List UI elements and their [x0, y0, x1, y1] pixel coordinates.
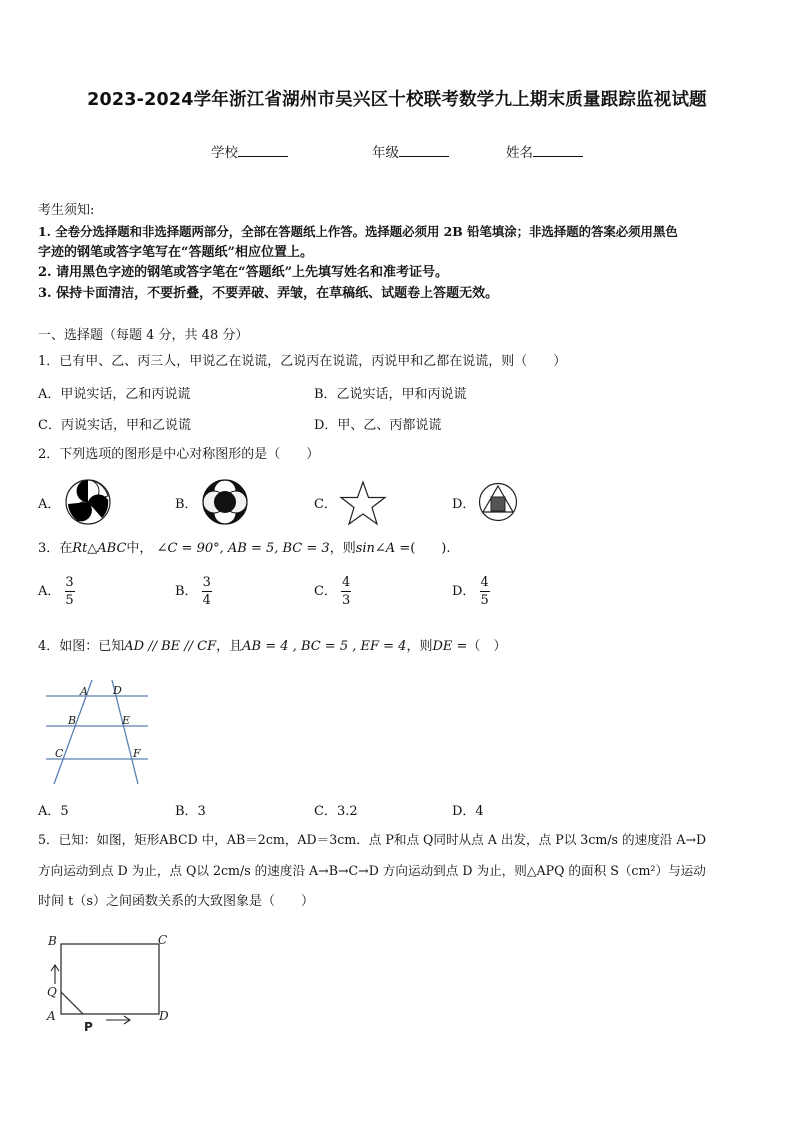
q1-option-c: C．丙说实话，甲和乙说谎 [38, 418, 191, 433]
notice-item-1-line1: 1. 全卷分选择题和非选择题两部分，全部在答题纸上作答。选择题必须用 2B 铅笔填涂；非选择题的答案必须用黑色 [38, 224, 678, 239]
q4-ask: DE = [432, 639, 468, 654]
q4-label-e: E [122, 714, 131, 727]
q2-option-b-label: B． [175, 497, 198, 512]
q1-option-b: B．乙说实话，甲和丙说谎 [314, 387, 467, 402]
q4-option-d: D．4 [452, 804, 484, 819]
grade-blank [399, 142, 449, 157]
q3-option-b-letter: B． [175, 584, 198, 599]
q5-label-c: C [158, 933, 168, 947]
grade-label: 年级 [372, 145, 399, 161]
q1-option-a: A．甲说实话，乙和丙说谎 [38, 387, 191, 402]
q3-c-denominator: 3 [341, 593, 351, 608]
school-blank [238, 142, 288, 157]
q3-option-d [452, 575, 490, 608]
q5-label-d: D [159, 1009, 169, 1023]
q3-option-c [314, 575, 351, 608]
q2-option-a-label: A． [38, 497, 61, 512]
q3-option-d-fraction [480, 575, 490, 608]
q3-option-a-fraction [65, 575, 75, 608]
school-label: 学校 [211, 145, 238, 161]
name-blank [533, 142, 583, 157]
q3-option-c-fraction [341, 575, 351, 608]
q4-label-d: D [113, 684, 122, 697]
q4-then: ，则 [406, 639, 433, 654]
q3-option-c-letter: C． [314, 584, 337, 599]
name-label: 姓名 [506, 145, 533, 161]
q3-end: ( ). [410, 541, 451, 556]
page-title: 2023-2024学年浙江省湖州市吴兴区十校联考数学九上期末质量跟踪监视试题 [87, 90, 707, 110]
q2-figure-a-swirl [64, 478, 112, 526]
q5-label-p: P [84, 1020, 93, 1034]
q3-a-numerator: 3 [65, 575, 74, 590]
q3-sin: sin∠A = [355, 541, 411, 556]
q3-option-b-fraction [202, 575, 212, 608]
q5-label-b: B [48, 934, 57, 948]
q3-number: 3．在 [38, 541, 73, 556]
school-field [211, 141, 288, 161]
q3-mid: 中， [126, 541, 153, 556]
q4-prefix: 4．如图：已知 [38, 639, 125, 654]
q3-option-a [38, 575, 75, 608]
q3-a-denominator: 5 [65, 593, 74, 608]
q5-stem-line2: 方向运动到点 D 为止，点 Q以 2cm/s 的速度沿 A→B→C→D 方向运动到点 D 为止，则△APQ 的面积 S（cm²）与运动 [38, 863, 706, 878]
notice-item-3: 3. 保持卡面清洁，不要折叠，不要弄破、弄皱，在草稿纸、试题卷上答题无效。 [38, 286, 499, 301]
q3-b-numerator: 3 [202, 575, 211, 590]
q2-figure-d-triangle-square [478, 482, 518, 522]
q3-c-numerator: 4 [341, 575, 351, 590]
q4-label-a: A [80, 685, 88, 698]
q5-segment-pq [61, 992, 83, 1014]
q3-d-numerator: 4 [480, 575, 489, 590]
q3-option-d-letter: D． [452, 584, 476, 599]
notice-item-1-line2: 字迹的钢笔或答字笔写在“答题纸”相应位置上。 [38, 245, 313, 260]
q4-condition: AB = 4 , BC = 5 , EF = 4 [242, 639, 407, 654]
q4-option-b: B．3 [175, 804, 206, 819]
q4-stem [38, 637, 760, 657]
q4-option-c: C．3.2 [314, 804, 358, 819]
notice-heading: 考生须知: [38, 203, 95, 218]
q1-option-d: D．甲、乙、丙都说谎 [314, 418, 442, 433]
notice-item-2: 2. 请用黑色字迹的钢笔或答字笔在“答题纸”上先填写姓名和准考证号。 [38, 265, 449, 280]
q4-label-b: B [68, 714, 77, 727]
q3-triangle: Rt△ABC [72, 541, 127, 556]
q3-b-denominator: 4 [202, 593, 211, 608]
q5-rectangle-abcd [61, 944, 159, 1014]
q4-parallel: AD // BE // CF [124, 639, 217, 654]
q2-option-d-label: D． [452, 497, 476, 512]
q4-figure-parallel-lines [40, 680, 155, 790]
q4-and: ，且 [216, 639, 243, 654]
q3-option-b [175, 575, 212, 608]
q4-end: （ ） [467, 639, 507, 654]
q4-label-c: C [55, 747, 64, 760]
q5-label-a: A [47, 1009, 56, 1023]
q2-figure-b-petals [201, 478, 249, 526]
q3-d-denominator: 5 [480, 593, 489, 608]
q5-label-q: Q [47, 985, 57, 999]
q5-figure-rectangle [40, 930, 180, 1035]
q3-condition: ∠C = 90°, AB = 5, BC = 3 [156, 541, 330, 556]
q1-stem: 1．已有甲、乙、丙三人，甲说乙在说谎，乙说丙在说谎，丙说甲和乙都在说谎，则（ ） [38, 354, 567, 369]
q2-stem: 2．下列选项的图形是中心对称图形的是（ ） [38, 447, 320, 462]
name-field [506, 141, 583, 161]
q3-option-a-letter: A． [38, 584, 61, 599]
q5-stem-line3: 时间 t（s）之间函数关系的大致图象是（ ） [38, 894, 315, 909]
grade-field [372, 141, 449, 161]
q4-option-a: A．5 [38, 804, 69, 819]
q4-label-f: F [133, 747, 141, 760]
q2-option-c-label: C． [314, 497, 337, 512]
q3-stem [38, 539, 760, 559]
q2-figure-c-star [339, 480, 387, 526]
section-heading: 一、选择题（每题 4 分，共 48 分） [38, 328, 249, 343]
q3-ask: ，则 [329, 541, 356, 556]
q5-stem-line1: 5．已知：如图，矩形ABCD 中，AB＝2cm，AD＝3cm．点 P和点 Q同时从点 A 出发，点 P以 3cm/s 的速度沿 A→D [38, 832, 707, 847]
